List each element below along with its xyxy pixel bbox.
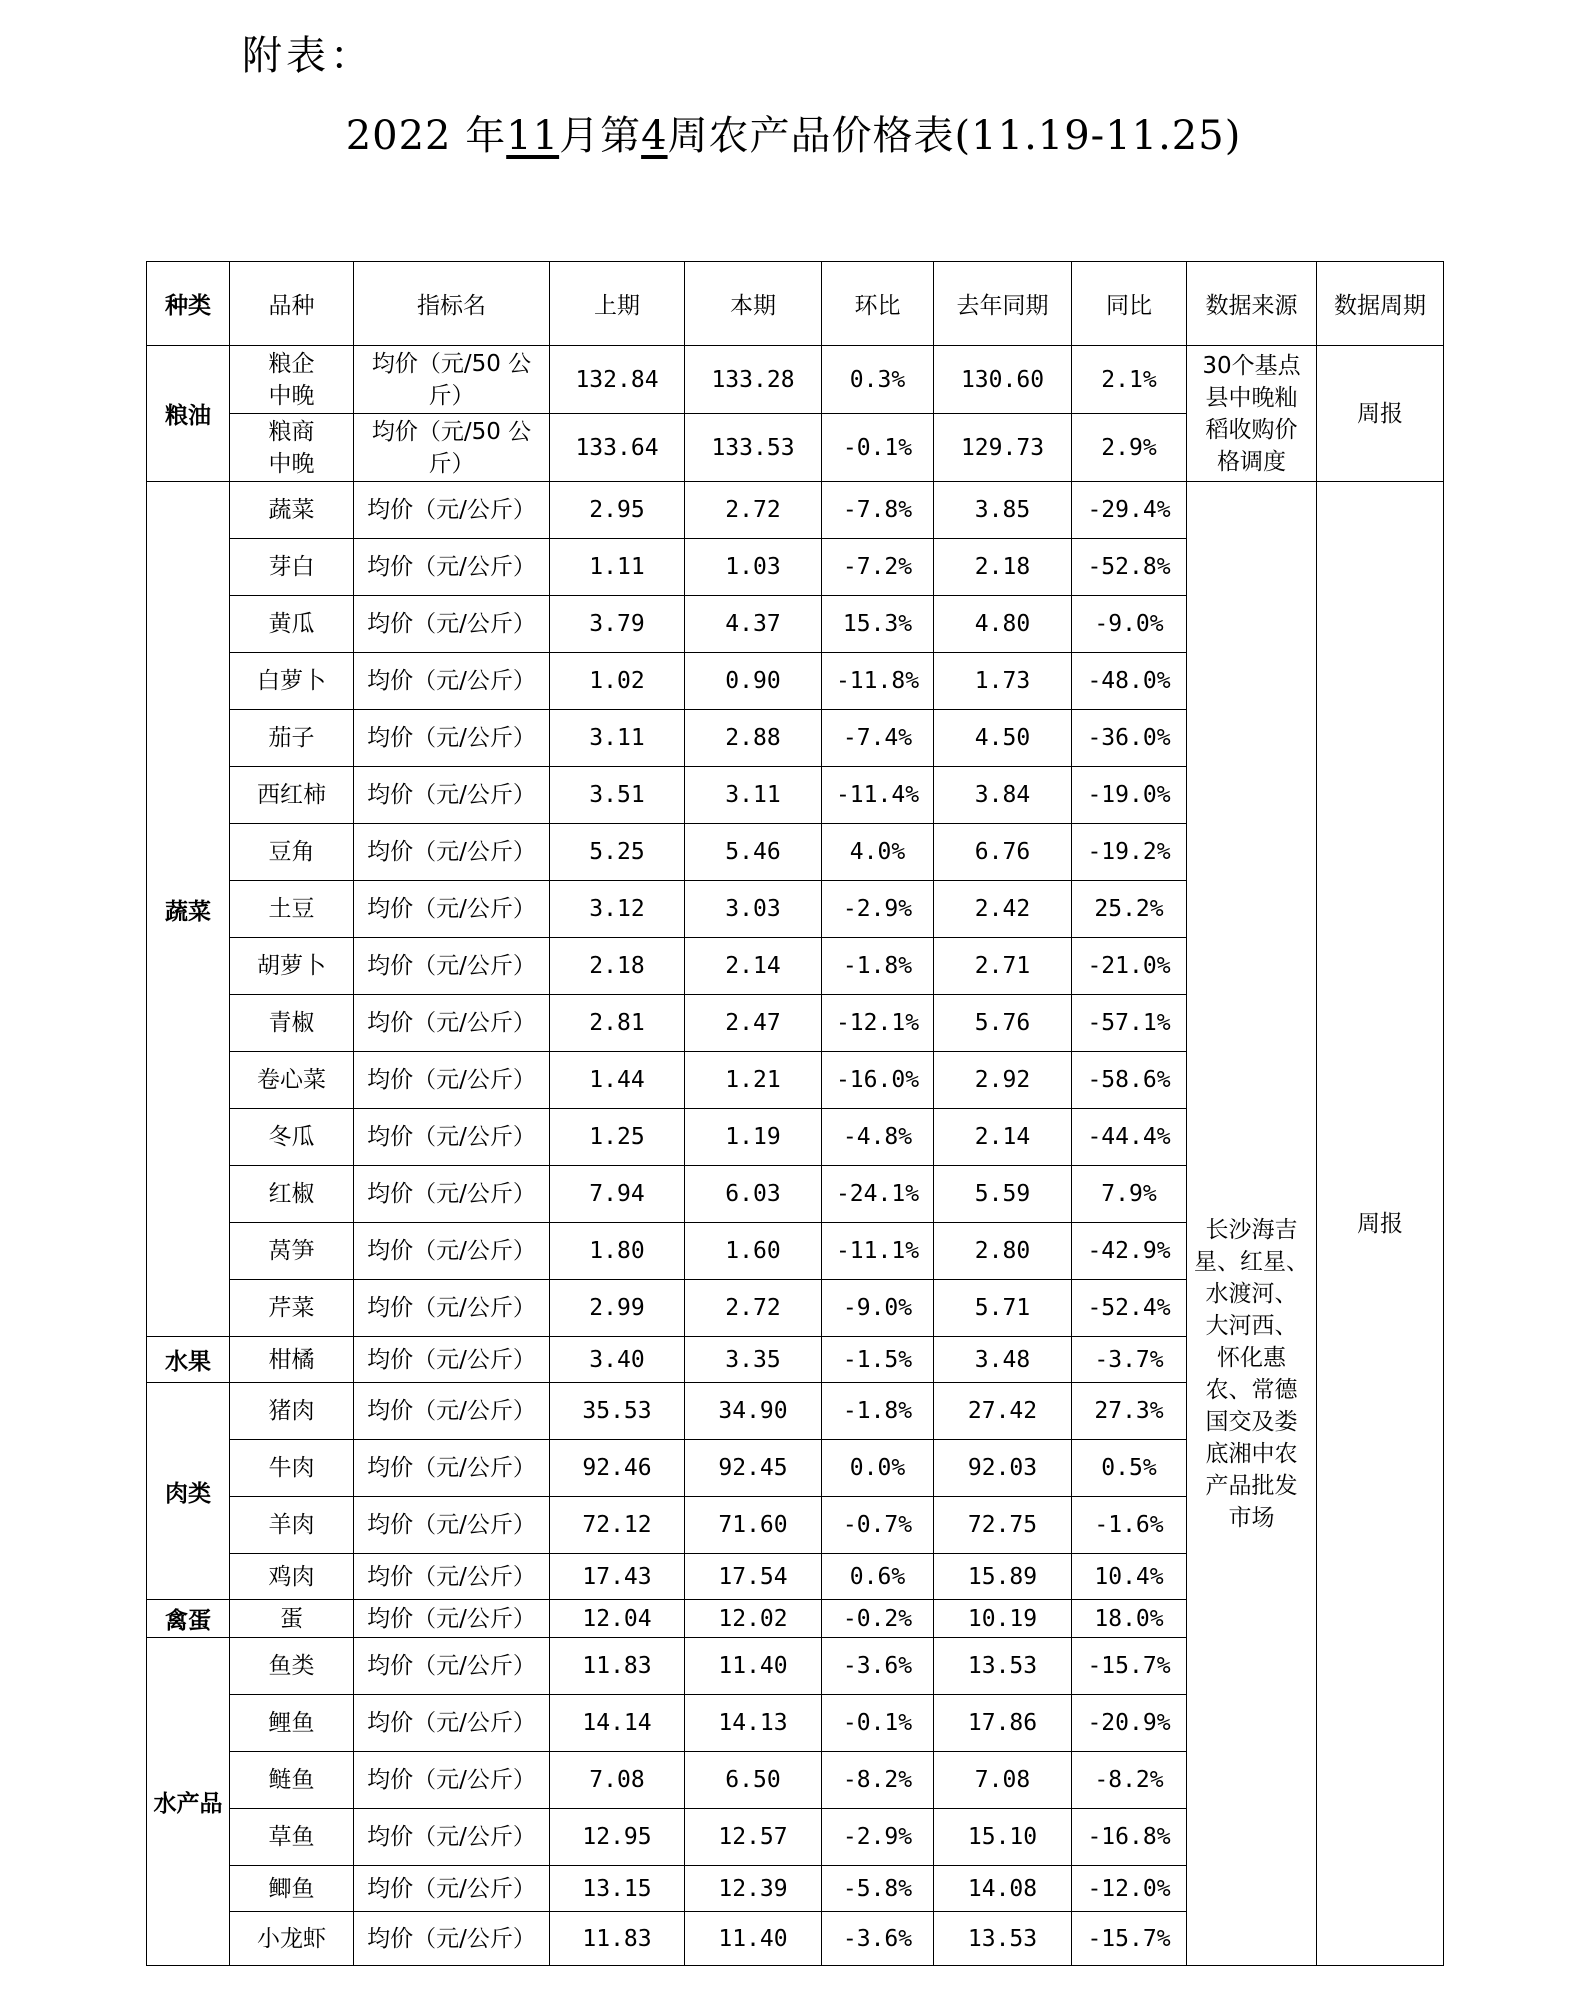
mom-cell: -11.8% (822, 653, 934, 710)
curr-cell: 34.90 (685, 1383, 822, 1440)
variety-cell: 羊肉 (230, 1497, 354, 1554)
variety-cell: 蛋 (230, 1600, 354, 1638)
yoy-cell: -19.2% (1072, 824, 1187, 881)
last-year-cell: 2.14 (934, 1109, 1072, 1166)
indicator-line: 斤） (428, 450, 475, 477)
source-line: 30个基点 (1202, 352, 1301, 379)
prev-cell: 11.83 (550, 1638, 685, 1695)
mom-cell: 15.3% (822, 596, 934, 653)
yoy-cell: 0.5% (1072, 1440, 1187, 1497)
indicator-cell (354, 414, 550, 482)
variety-cell: 冬瓜 (230, 1109, 354, 1166)
variety-cell: 红椒 (230, 1166, 354, 1223)
yoy-cell: 25.2% (1072, 881, 1187, 938)
col-header-yoy: 同比 (1072, 262, 1187, 346)
prev-cell: 12.95 (550, 1809, 685, 1866)
indicator-line: 均价（元/50 公 (371, 350, 532, 377)
last-year-cell: 3.85 (934, 482, 1072, 539)
variety-cell: 鲢鱼 (230, 1752, 354, 1809)
variety-cell: 黄瓜 (230, 596, 354, 653)
source-line: 星、红星、 (1194, 1248, 1309, 1275)
curr-cell: 1.60 (685, 1223, 822, 1280)
curr-cell: 6.03 (685, 1166, 822, 1223)
variety-line: 粮企 (268, 350, 315, 377)
mom-cell: 0.0% (822, 1440, 934, 1497)
last-year-cell: 15.10 (934, 1809, 1072, 1866)
last-year-cell: 15.89 (934, 1554, 1072, 1600)
price-table (146, 261, 1444, 1966)
last-year-cell: 13.53 (934, 1638, 1072, 1695)
source-line: 大河西、 (1205, 1312, 1298, 1339)
yoy-cell: -15.7% (1072, 1638, 1187, 1695)
last-year-cell: 27.42 (934, 1383, 1072, 1440)
last-year-cell: 2.18 (934, 539, 1072, 596)
variety-line: 粮商 (268, 418, 315, 445)
category-egg: 禽蛋 (147, 1600, 230, 1638)
yoy-cell: 27.3% (1072, 1383, 1187, 1440)
last-year-cell: 5.71 (934, 1280, 1072, 1337)
mom-cell: 0.6% (822, 1554, 934, 1600)
mom-cell: -7.4% (822, 710, 934, 767)
last-year-cell: 14.08 (934, 1866, 1072, 1912)
prev-cell: 13.15 (550, 1866, 685, 1912)
curr-cell: 2.47 (685, 995, 822, 1052)
last-year-cell: 72.75 (934, 1497, 1072, 1554)
indicator-cell: 均价（元/公斤） (354, 1109, 550, 1166)
indicator-cell: 均价（元/公斤） (354, 596, 550, 653)
variety-line: 中晚 (268, 450, 315, 477)
prev-cell: 7.94 (550, 1166, 685, 1223)
prev-cell: 1.11 (550, 539, 685, 596)
curr-cell: 11.40 (685, 1638, 822, 1695)
variety-cell: 草鱼 (230, 1809, 354, 1866)
prev-cell: 2.99 (550, 1280, 685, 1337)
variety-cell (230, 414, 354, 482)
last-year-cell: 5.76 (934, 995, 1072, 1052)
variety-cell: 卷心菜 (230, 1052, 354, 1109)
curr-cell: 12.39 (685, 1866, 822, 1912)
last-year-cell: 4.50 (934, 710, 1072, 767)
curr-cell: 3.11 (685, 767, 822, 824)
title-mid: 月第 (559, 113, 642, 159)
page-title (0, 104, 1587, 161)
mom-cell: -11.4% (822, 767, 934, 824)
prev-cell: 3.40 (550, 1337, 685, 1383)
mom-cell: 0.3% (822, 346, 934, 414)
mom-cell: 4.0% (822, 824, 934, 881)
yoy-cell: -36.0% (1072, 710, 1187, 767)
mom-cell: -12.1% (822, 995, 934, 1052)
prev-cell: 3.51 (550, 767, 685, 824)
variety-cell: 白萝卜 (230, 653, 354, 710)
col-header-indicator: 指标名 (354, 262, 550, 346)
variety-cell: 芽白 (230, 539, 354, 596)
yoy-cell: -57.1% (1072, 995, 1187, 1052)
yoy-cell: -9.0% (1072, 596, 1187, 653)
yoy-cell: 2.1% (1072, 346, 1187, 414)
prev-cell: 7.08 (550, 1752, 685, 1809)
prev-cell: 72.12 (550, 1497, 685, 1554)
curr-cell: 92.45 (685, 1440, 822, 1497)
last-year-cell: 10.19 (934, 1600, 1072, 1638)
variety-cell: 豆角 (230, 824, 354, 881)
category-grain: 粮油 (147, 346, 230, 482)
prev-cell: 2.95 (550, 482, 685, 539)
indicator-cell: 均价（元/公斤） (354, 1695, 550, 1752)
variety-cell: 鲫鱼 (230, 1866, 354, 1912)
yoy-cell: -29.4% (1072, 482, 1187, 539)
prev-cell: 3.11 (550, 710, 685, 767)
yoy-cell: -19.0% (1072, 767, 1187, 824)
table-body (147, 346, 1444, 1966)
indicator-cell: 均价（元/公斤） (354, 767, 550, 824)
category-fruit: 水果 (147, 1337, 230, 1383)
prev-cell: 12.04 (550, 1600, 685, 1638)
prev-cell: 14.14 (550, 1695, 685, 1752)
indicator-cell: 均价（元/公斤） (354, 824, 550, 881)
indicator-cell: 均价（元/公斤） (354, 1440, 550, 1497)
variety-line: 中晚 (268, 382, 315, 409)
mom-cell: -16.0% (822, 1052, 934, 1109)
last-year-cell: 13.53 (934, 1912, 1072, 1966)
yoy-cell: -52.8% (1072, 539, 1187, 596)
mom-cell: -0.7% (822, 1497, 934, 1554)
mom-cell: -1.8% (822, 938, 934, 995)
col-header-mom: 环比 (822, 262, 934, 346)
mom-cell: -24.1% (822, 1166, 934, 1223)
last-year-cell: 2.71 (934, 938, 1072, 995)
title-suffix: 周农产品价格表(11.19-11.25) (667, 113, 1242, 159)
variety-cell: 猪肉 (230, 1383, 354, 1440)
last-year-cell: 129.73 (934, 414, 1072, 482)
curr-cell: 17.54 (685, 1554, 822, 1600)
prev-cell: 1.44 (550, 1052, 685, 1109)
yoy-cell: -44.4% (1072, 1109, 1187, 1166)
source-cell-grain (1187, 346, 1317, 482)
indicator-cell: 均价（元/公斤） (354, 1337, 550, 1383)
category-vegetable: 蔬菜 (147, 482, 230, 1337)
indicator-cell: 均价（元/公斤） (354, 1052, 550, 1109)
source-line: 怀化惠 (1217, 1344, 1286, 1371)
col-header-variety: 品种 (230, 262, 354, 346)
mom-cell: -11.1% (822, 1223, 934, 1280)
indicator-cell: 均价（元/公斤） (354, 995, 550, 1052)
variety-cell: 莴笋 (230, 1223, 354, 1280)
variety-cell: 西红柿 (230, 767, 354, 824)
mom-cell: -4.8% (822, 1109, 934, 1166)
table-row (147, 346, 1444, 414)
indicator-cell: 均价（元/公斤） (354, 938, 550, 995)
variety-cell: 小龙虾 (230, 1912, 354, 1966)
col-header-last-year: 去年同期 (934, 262, 1072, 346)
mom-cell: -3.6% (822, 1912, 934, 1966)
source-line: 县中晚籼 (1205, 384, 1298, 411)
category-line: 品 (199, 1791, 223, 1817)
yoy-cell: -8.2% (1072, 1752, 1187, 1809)
yoy-cell: -15.7% (1072, 1912, 1187, 1966)
variety-cell: 芹菜 (230, 1280, 354, 1337)
last-year-cell: 2.92 (934, 1052, 1072, 1109)
source-cell-market (1187, 482, 1317, 1966)
mom-cell: -1.5% (822, 1337, 934, 1383)
prev-cell: 132.84 (550, 346, 685, 414)
mom-cell: -0.2% (822, 1600, 934, 1638)
variety-cell: 胡萝卜 (230, 938, 354, 995)
source-line: 产品批发 (1205, 1472, 1298, 1499)
prev-cell: 35.53 (550, 1383, 685, 1440)
source-line: 农、常德 (1205, 1376, 1298, 1403)
prev-cell: 17.43 (550, 1554, 685, 1600)
indicator-cell: 均价（元/公斤） (354, 1752, 550, 1809)
variety-cell: 鸡肉 (230, 1554, 354, 1600)
col-header-prev: 上期 (550, 262, 685, 346)
curr-cell: 1.21 (685, 1052, 822, 1109)
variety-cell (230, 346, 354, 414)
yoy-cell: -1.6% (1072, 1497, 1187, 1554)
source-line: 国交及娄 (1205, 1408, 1298, 1435)
title-month: 11 (506, 113, 560, 159)
indicator-cell: 均价（元/公斤） (354, 1912, 550, 1966)
curr-cell: 11.40 (685, 1912, 822, 1966)
indicator-cell (354, 346, 550, 414)
curr-cell: 2.88 (685, 710, 822, 767)
curr-cell: 12.57 (685, 1809, 822, 1866)
curr-cell: 14.13 (685, 1695, 822, 1752)
yoy-cell: -3.7% (1072, 1337, 1187, 1383)
variety-cell: 茄子 (230, 710, 354, 767)
indicator-cell: 均价（元/公斤） (354, 1497, 550, 1554)
mom-cell: -8.2% (822, 1752, 934, 1809)
mom-cell: -2.9% (822, 881, 934, 938)
mom-cell: -2.9% (822, 1809, 934, 1866)
last-year-cell: 4.80 (934, 596, 1072, 653)
variety-cell: 蔬菜 (230, 482, 354, 539)
indicator-cell: 均价（元/公斤） (354, 482, 550, 539)
mom-cell: -3.6% (822, 1638, 934, 1695)
indicator-cell: 均价（元/公斤） (354, 1600, 550, 1638)
yoy-cell: 10.4% (1072, 1554, 1187, 1600)
indicator-line: 均价（元/50 公 (371, 418, 532, 445)
curr-cell: 0.90 (685, 653, 822, 710)
mom-cell: -7.8% (822, 482, 934, 539)
variety-cell: 牛肉 (230, 1440, 354, 1497)
source-line: 底湘中农 (1205, 1440, 1298, 1467)
indicator-cell: 均价（元/公斤） (354, 1809, 550, 1866)
yoy-cell: -48.0% (1072, 653, 1187, 710)
col-header-category: 种类 (147, 262, 230, 346)
title-week: 4 (641, 113, 668, 159)
prev-cell: 2.81 (550, 995, 685, 1052)
prev-cell: 5.25 (550, 824, 685, 881)
col-header-curr: 本期 (685, 262, 822, 346)
last-year-cell: 7.08 (934, 1752, 1072, 1809)
indicator-cell: 均价（元/公斤） (354, 539, 550, 596)
curr-cell: 6.50 (685, 1752, 822, 1809)
indicator-cell: 均价（元/公斤） (354, 881, 550, 938)
prev-cell: 11.83 (550, 1912, 685, 1966)
mom-cell: -9.0% (822, 1280, 934, 1337)
category-aquatic (147, 1638, 230, 1966)
last-year-cell: 1.73 (934, 653, 1072, 710)
source-line: 格调度 (1217, 448, 1286, 475)
yoy-cell: -42.9% (1072, 1223, 1187, 1280)
prev-cell: 1.80 (550, 1223, 685, 1280)
period-cell-market: 周报 (1317, 482, 1444, 1966)
indicator-line: 斤） (428, 382, 475, 409)
curr-cell: 1.03 (685, 539, 822, 596)
variety-cell: 青椒 (230, 995, 354, 1052)
mom-cell: -1.8% (822, 1383, 934, 1440)
col-header-period: 数据周期 (1317, 262, 1444, 346)
prev-cell: 3.79 (550, 596, 685, 653)
yoy-cell: -16.8% (1072, 1809, 1187, 1866)
indicator-cell: 均价（元/公斤） (354, 1223, 550, 1280)
indicator-cell: 均价（元/公斤） (354, 653, 550, 710)
yoy-cell: -21.0% (1072, 938, 1187, 995)
mom-cell: -0.1% (822, 1695, 934, 1752)
title-prefix: 2022 年 (345, 113, 507, 159)
curr-cell: 3.35 (685, 1337, 822, 1383)
mom-cell: -0.1% (822, 414, 934, 482)
category-meat: 肉类 (147, 1383, 230, 1600)
yoy-cell: 18.0% (1072, 1600, 1187, 1638)
mom-cell: -5.8% (822, 1866, 934, 1912)
last-year-cell: 6.76 (934, 824, 1072, 881)
indicator-cell: 均价（元/公斤） (354, 1554, 550, 1600)
last-year-cell: 5.59 (934, 1166, 1072, 1223)
curr-cell: 2.72 (685, 482, 822, 539)
col-header-source: 数据来源 (1187, 262, 1317, 346)
curr-cell: 2.14 (685, 938, 822, 995)
indicator-cell: 均价（元/公斤） (354, 1638, 550, 1695)
source-line: 水渡河、 (1205, 1280, 1298, 1307)
indicator-cell: 均价（元/公斤） (354, 1166, 550, 1223)
variety-cell: 土豆 (230, 881, 354, 938)
indicator-cell: 均价（元/公斤） (354, 1866, 550, 1912)
prev-cell: 133.64 (550, 414, 685, 482)
period-cell-grain: 周报 (1317, 346, 1444, 482)
last-year-cell: 130.60 (934, 346, 1072, 414)
curr-cell: 1.19 (685, 1109, 822, 1166)
curr-cell: 3.03 (685, 881, 822, 938)
variety-cell: 鱼类 (230, 1638, 354, 1695)
prev-cell: 1.02 (550, 653, 685, 710)
yoy-cell: -58.6% (1072, 1052, 1187, 1109)
prev-cell: 2.18 (550, 938, 685, 995)
curr-cell: 4.37 (685, 596, 822, 653)
last-year-cell: 17.86 (934, 1695, 1072, 1752)
source-line: 长沙海吉 (1205, 1216, 1298, 1243)
indicator-cell: 均价（元/公斤） (354, 1383, 550, 1440)
last-year-cell: 2.80 (934, 1223, 1072, 1280)
header-row (147, 262, 1444, 346)
prev-cell: 3.12 (550, 881, 685, 938)
category-line: 水产 (153, 1791, 200, 1817)
prev-cell: 92.46 (550, 1440, 685, 1497)
indicator-cell: 均价（元/公斤） (354, 1280, 550, 1337)
variety-cell: 柑橘 (230, 1337, 354, 1383)
yoy-cell: 2.9% (1072, 414, 1187, 482)
prev-cell: 1.25 (550, 1109, 685, 1166)
appendix-label: 附表： (242, 33, 374, 79)
yoy-cell: -52.4% (1072, 1280, 1187, 1337)
curr-cell: 133.28 (685, 346, 822, 414)
curr-cell: 5.46 (685, 824, 822, 881)
curr-cell: 2.72 (685, 1280, 822, 1337)
last-year-cell: 3.48 (934, 1337, 1072, 1383)
source-line: 市场 (1228, 1504, 1275, 1531)
mom-cell: -7.2% (822, 539, 934, 596)
yoy-cell: -12.0% (1072, 1866, 1187, 1912)
last-year-cell: 3.84 (934, 767, 1072, 824)
last-year-cell: 2.42 (934, 881, 1072, 938)
curr-cell: 133.53 (685, 414, 822, 482)
indicator-cell: 均价（元/公斤） (354, 710, 550, 767)
source-line: 稻收购价 (1205, 416, 1298, 443)
curr-cell: 12.02 (685, 1600, 822, 1638)
yoy-cell: 7.9% (1072, 1166, 1187, 1223)
variety-cell: 鲤鱼 (230, 1695, 354, 1752)
table-row (147, 482, 1444, 539)
last-year-cell: 92.03 (934, 1440, 1072, 1497)
yoy-cell: -20.9% (1072, 1695, 1187, 1752)
curr-cell: 71.60 (685, 1497, 822, 1554)
